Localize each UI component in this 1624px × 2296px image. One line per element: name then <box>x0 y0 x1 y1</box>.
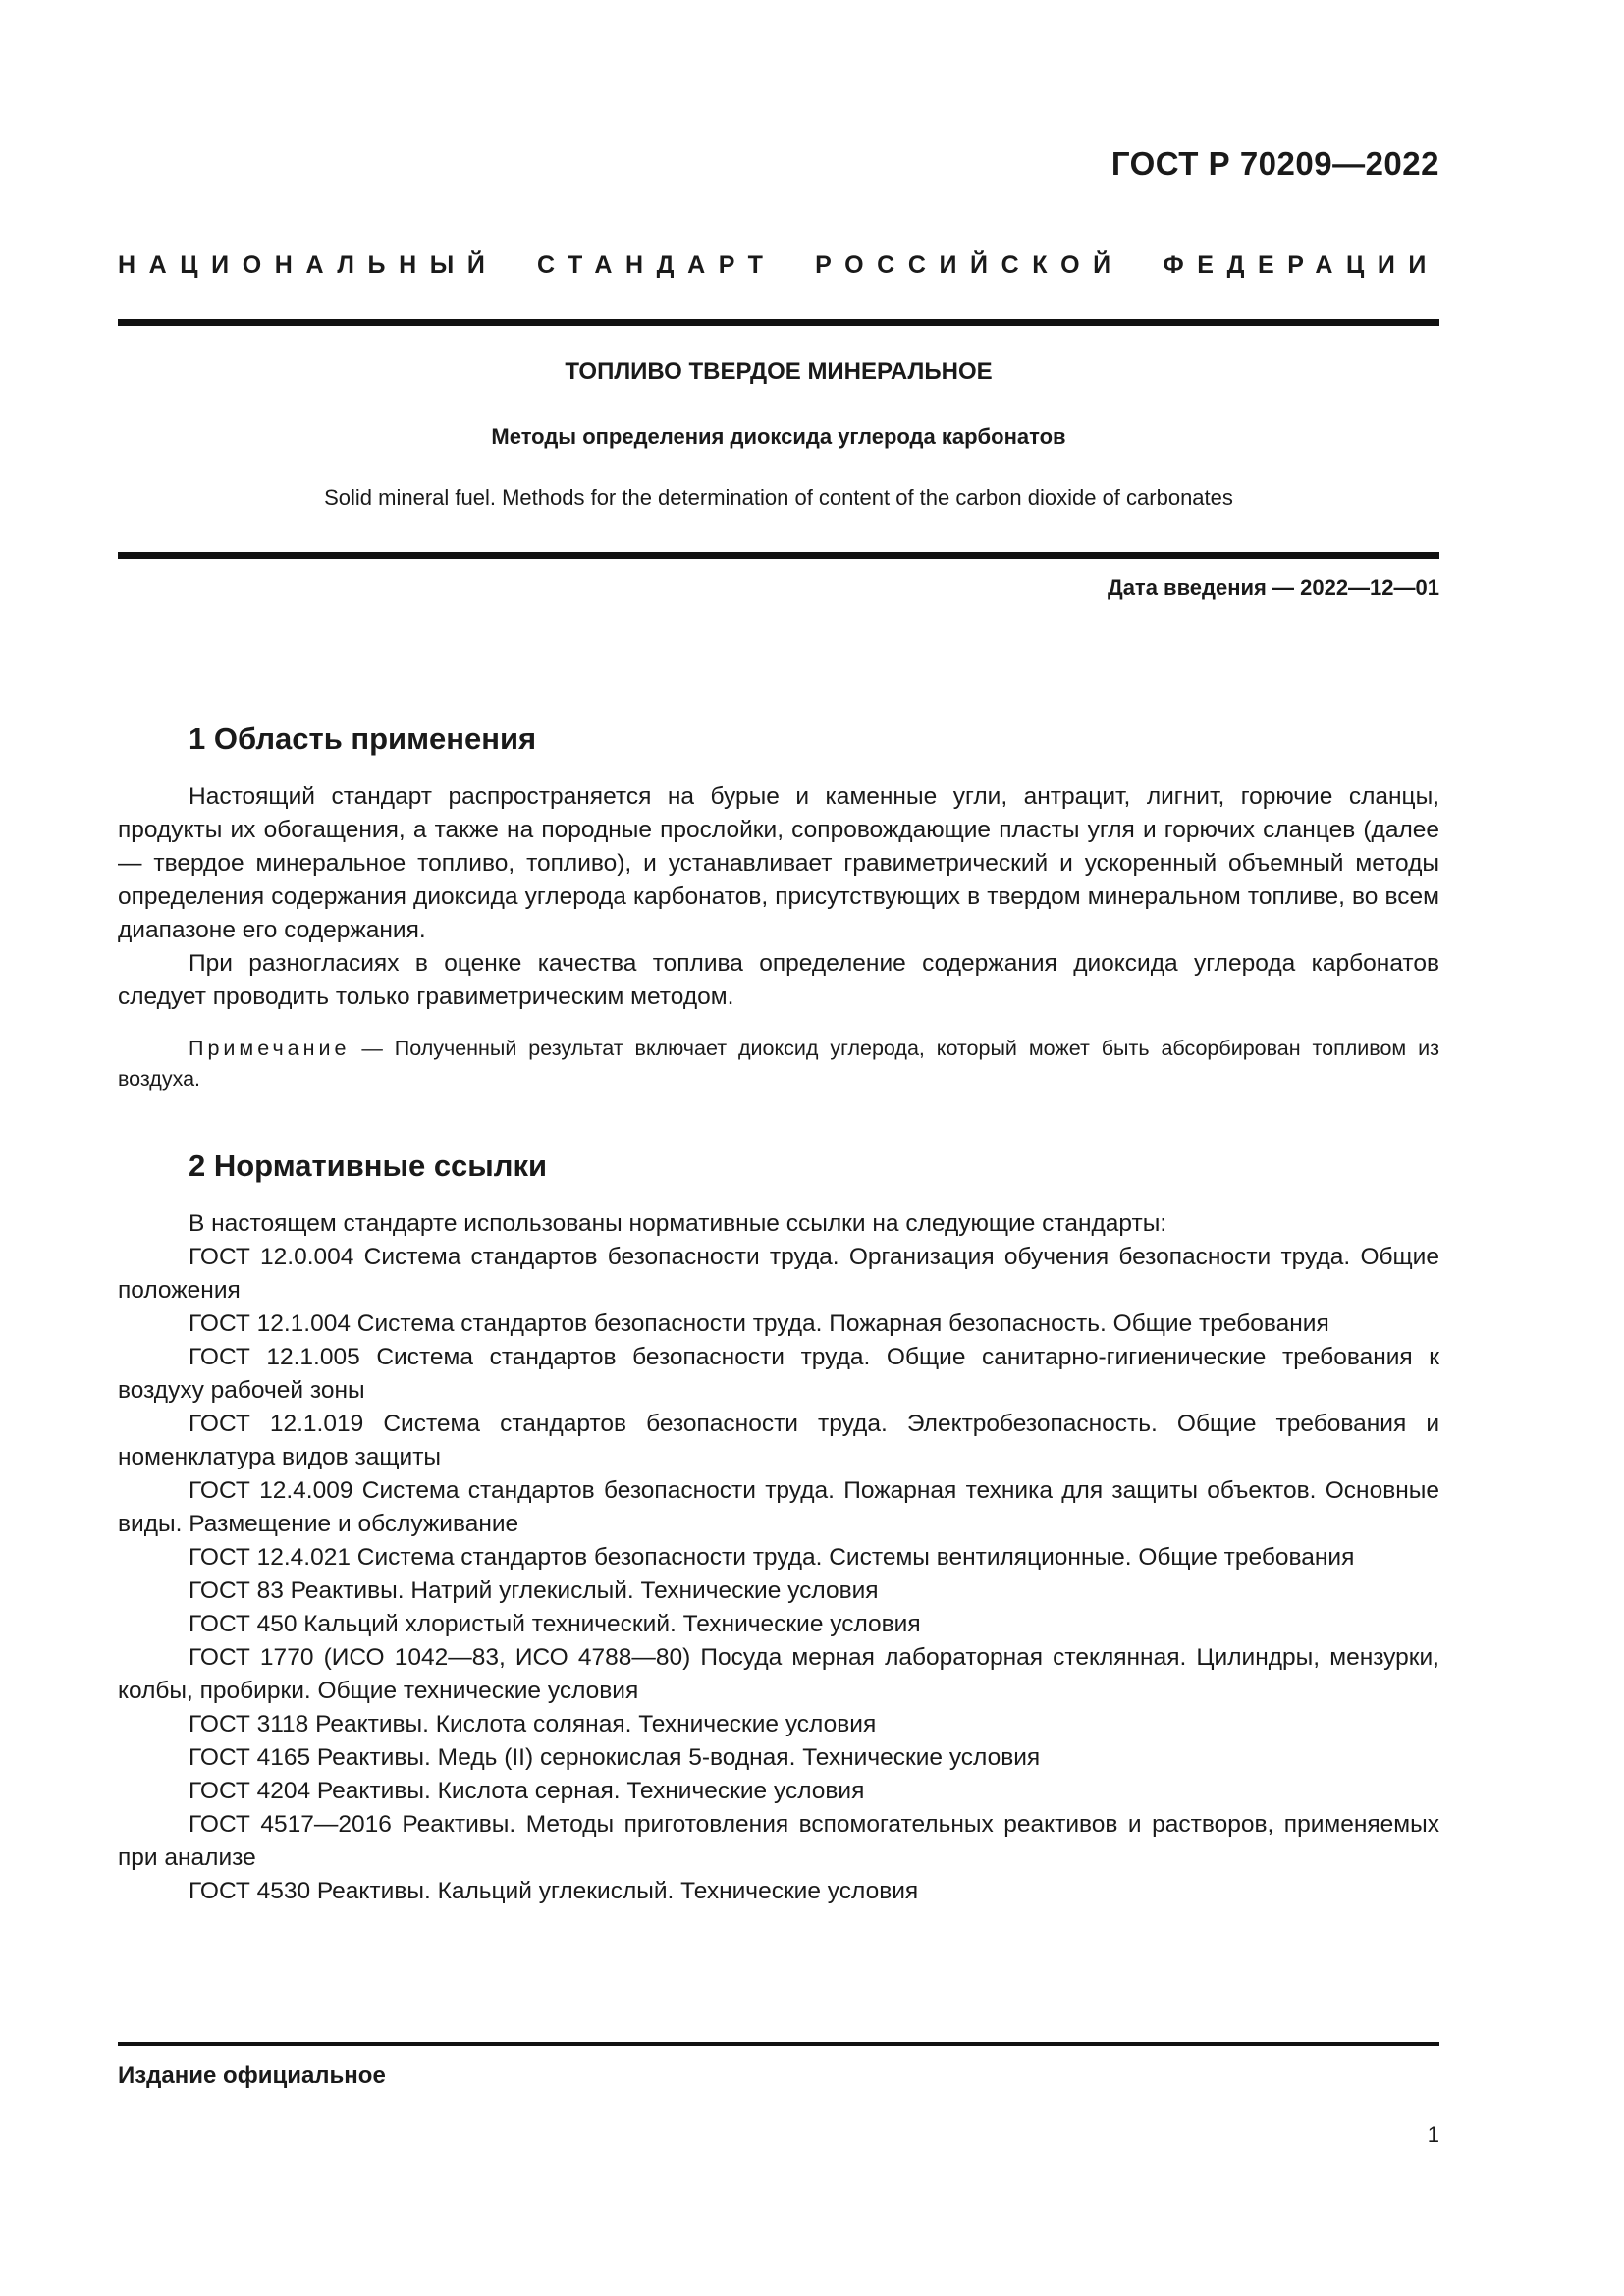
reference-item: ГОСТ 4204 Реактивы. Кислота серная. Технические условия <box>189 1778 865 1804</box>
reference-item: ГОСТ 4165 Реактивы. Медь (II) сернокислая 5-водная. Технические условия <box>189 1744 1041 1771</box>
reference-item: ГОСТ 4517—2016 Реактивы. Методы приготовления вспомогательных реактивов и растворов, применяемых при анализе <box>118 1811 1439 1871</box>
official-edition-label: Издание официальное <box>118 2062 386 2089</box>
section-1-body <box>118 780 1439 1014</box>
introduction-date: Дата введения — 2022—12—01 <box>1108 575 1439 600</box>
reference-item: ГОСТ 4530 Реактивы. Кальций углекислый. Технические условия <box>189 1878 919 1904</box>
reference-item: ГОСТ 12.4.009 Система стандартов безопасности труда. Пожарная техника для защиты объектов. Основные виды. Размещение и обслуживание <box>118 1477 1439 1537</box>
reference-item: ГОСТ 12.1.019 Система стандартов безопасности труда. Электробезопасность. Общие требования и номенклатура видов защиты <box>118 1411 1439 1470</box>
reference-intro: В настоящем стандарте использованы нормативные ссылки на следующие стандарты: <box>189 1210 1167 1237</box>
title-divider <box>118 552 1439 559</box>
note-label: Примечание <box>189 1037 351 1060</box>
reference-item: ГОСТ 12.1.005 Система стандартов безопасности труда. Общие санитарно-гигиенические требования к воздуху рабочей зоны <box>118 1344 1439 1404</box>
reference-item: ГОСТ 3118 Реактивы. Кислота соляная. Технические условия <box>189 1711 877 1737</box>
reference-item: ГОСТ 450 Кальций хлористый технический. Технические условия <box>189 1611 921 1637</box>
reference-item: ГОСТ 12.1.004 Система стандартов безопасности труда. Пожарная безопасность. Общие требования <box>189 1310 1329 1337</box>
paragraph: Настоящий стандарт распространяется на бурые и каменные угли, антрацит, лигнит, горючие сланцы, продукты их обогащения, а также на породные прослойки, сопровождающие пласты угля и горючих сланцев (далее — твердое минеральное топливо, топливо), и устанавливает гравиметрический и ускоренный объемный методы определения содержания диоксида углерода карбонатов, присутствующих в твердом минеральном топливе, во всем диапазоне его содержания. <box>118 783 1439 943</box>
english-title: Solid mineral fuel. Methods for the determination of content of the carbon dioxide of carbonates <box>324 485 1233 509</box>
section-1-heading: 1 Область применения <box>189 721 537 756</box>
section-2-body <box>118 1207 1439 1908</box>
paragraph: При разногласиях в оценке качества топлива определение содержания диоксида углерода карбонатов следует проводить только гравиметрическим методом. <box>118 950 1439 1010</box>
note-text: — Полученный результат включает диоксид углерода, который может быть абсорбирован топливом из воздуха. <box>118 1037 1439 1091</box>
document-subtitle: Методы определения диоксида углерода карбонатов <box>491 424 1066 449</box>
page-number: 1 <box>1427 2122 1439 2147</box>
document-number: ГОСТ Р 70209—2022 <box>1110 145 1439 182</box>
top-divider <box>118 319 1439 326</box>
note <box>118 1034 1439 1095</box>
section-2-heading: 2 Нормативные ссылки <box>189 1148 548 1183</box>
document-title: ТОПЛИВО ТВЕРДОЕ МИНЕРАЛЬНОЕ <box>565 358 993 385</box>
reference-item: ГОСТ 83 Реактивы. Натрий углекислый. Технические условия <box>189 1577 879 1604</box>
national-standard-header: НАЦИОНАЛЬНЫЙ СТАНДАРТ РОССИЙСКОЙ ФЕДЕРАЦИИ <box>118 251 1439 279</box>
footer-divider <box>118 2042 1439 2046</box>
reference-item: ГОСТ 12.0.004 Система стандартов безопасности труда. Организация обучения безопасности труда. Общие положения <box>118 1244 1439 1304</box>
reference-item: ГОСТ 12.4.021 Система стандартов безопасности труда. Системы вентиляционные. Общие требования <box>189 1544 1355 1571</box>
reference-item: ГОСТ 1770 (ИСО 1042—83, ИСО 4788—80) Посуда мерная лабораторная стеклянная. Цилиндры, мензурки, колбы, пробирки. Общие технические условия <box>118 1644 1439 1704</box>
